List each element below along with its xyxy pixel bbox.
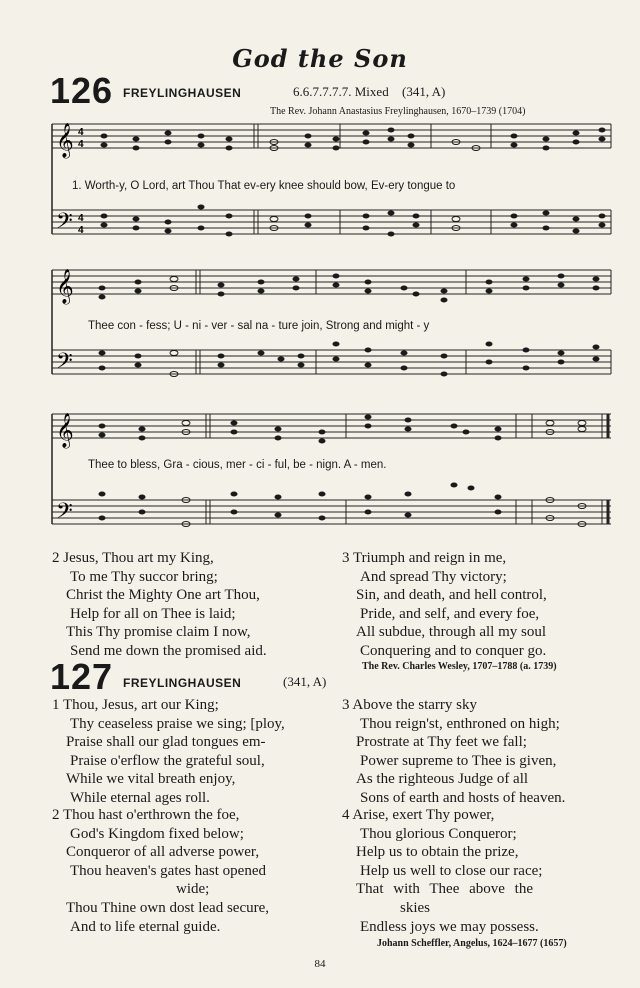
stanza-line: Sons of earth and hosts of heaven.	[360, 789, 566, 806]
stanza-line: Prostrate at Thy feet we fall;	[356, 734, 527, 751]
stanza-line: 2 Jesus, Thou art my King,	[52, 550, 214, 566]
svg-text:4: 4	[78, 213, 84, 224]
words-credit-127: Johann Scheffler, Angelus, 1624–1677 (1657)	[377, 938, 567, 949]
stanza-line: 4 Arise, exert Thy power,	[342, 807, 495, 823]
stanza-line: All subdue, through all my soul	[356, 624, 546, 641]
stanza-line: 3 Above the starry sky	[342, 697, 477, 713]
stanza-line: God's Kingdom fixed below;	[70, 825, 244, 842]
tune-ref-126: (341, A)	[402, 84, 446, 99]
stanza-line: Pride, and self, and every foe,	[360, 605, 540, 622]
stanza-line: And to life eternal guide.	[70, 918, 221, 935]
stanza-line: Thou Thine own dost lead secure,	[66, 899, 270, 916]
stanza-line: 1 Thou, Jesus, art our King;	[52, 697, 219, 713]
stanza-line: Help us well to close our race;	[360, 862, 543, 879]
stanza-line: Sin, and death, and hell control,	[356, 587, 547, 604]
stanza-line: Endless joys we may possess.	[360, 918, 539, 935]
stanza-line: 3 Triumph and reign in me,	[342, 550, 507, 566]
composer-credit: The Rev. Johann Anastasius Freylinghausen, 1670–1739 (1704)	[270, 106, 526, 117]
stanza-line: While we vital breath enjoy,	[66, 771, 236, 788]
page-number: 84	[314, 958, 326, 970]
lyrics-system-1: 1. Worth-y, O Lord, art Thou That ev-ery knee should bow, Ev-ery tongue to	[72, 180, 456, 192]
hymn126-stanza-3	[342, 549, 632, 661]
stanza-line: 2 Thou hast o'erthrown the foe,	[52, 807, 240, 823]
stanza-line: Conqueror of all adverse power,	[66, 844, 260, 861]
svg-text:𝄢: 𝄢	[56, 349, 73, 379]
svg-text:𝄢: 𝄢	[56, 209, 73, 239]
section-title: God the Son	[232, 44, 408, 73]
svg-text:4: 4	[78, 225, 84, 236]
words-credit-126: The Rev. Charles Wesley, 1707–1788 (a. 1739)	[362, 661, 557, 672]
stanza-line: Thou heaven's gates hast opened	[70, 862, 266, 879]
svg-text:4: 4	[78, 127, 84, 138]
stanza-line: Praise o'erflow the grateful soul,	[70, 752, 265, 769]
lyrics-system-3: Thee to bless, Gra - cious, mer - ci - ful, be - nign. A - men.	[88, 459, 387, 471]
tune-name-126: FREYLINGHAUSEN	[123, 86, 242, 100]
hymn127-stanza-2	[52, 806, 337, 936]
stanza-line: Conquering and to conquer go.	[360, 642, 547, 659]
stanza-line: And spread Thy victory;	[360, 568, 507, 585]
svg-text:𝄢: 𝄢	[56, 499, 73, 529]
hymn127-stanza-3	[342, 696, 627, 808]
hymn127-stanza-4	[342, 806, 627, 936]
hymn-number-127: 127	[50, 656, 114, 697]
stanza-line: This Thy promise claim I now,	[66, 624, 251, 641]
svg-text:𝄞: 𝄞	[56, 123, 74, 158]
stanza-line: wide;	[176, 881, 210, 898]
tune-name-127: FREYLINGHAUSEN	[123, 676, 242, 690]
hymn127-stanza-1	[52, 696, 337, 808]
lyrics-system-2: Thee con - fess; U - ni - ver - sal na - ture join, Strong and might - y	[88, 320, 430, 332]
stanza-line: Help for all on Thee is laid;	[70, 605, 236, 622]
stanza-line: Send me down the promised aid.	[70, 642, 267, 659]
stanza-line: Christ the Mighty One art Thou,	[66, 587, 260, 604]
stanza-line: While eternal ages roll.	[70, 789, 210, 806]
svg-text:𝄞: 𝄞	[56, 269, 74, 304]
tune-ref-127: (341, A)	[283, 674, 327, 689]
hymn126-stanza-2	[52, 549, 332, 661]
meter-126: 6.6.7.7.7.7. Mixed	[293, 84, 389, 99]
stanza-line: Praise shall our glad tongues em-	[66, 734, 266, 751]
stanza-line: Help us to obtain the prize,	[356, 844, 519, 861]
hymn-number-126: 126	[50, 70, 114, 111]
stanza-line: Power supreme to Thee is given,	[360, 752, 557, 769]
svg-text:𝄞: 𝄞	[56, 413, 74, 448]
stanza-line: As the righteous Judge of all	[356, 771, 529, 788]
stanza-line: To me Thy succor bring;	[70, 568, 218, 585]
stanza-line: Thou reign'st, enthroned on high;	[360, 715, 560, 732]
stanza-line: skies	[400, 899, 430, 916]
stanza-line: That with Thee above the	[356, 881, 534, 898]
svg-text:4: 4	[78, 139, 84, 150]
stanza-line: Thy ceaseless praise we sing; [ploy,	[70, 715, 285, 732]
stanza-line: Thou glorious Conqueror;	[360, 825, 517, 842]
